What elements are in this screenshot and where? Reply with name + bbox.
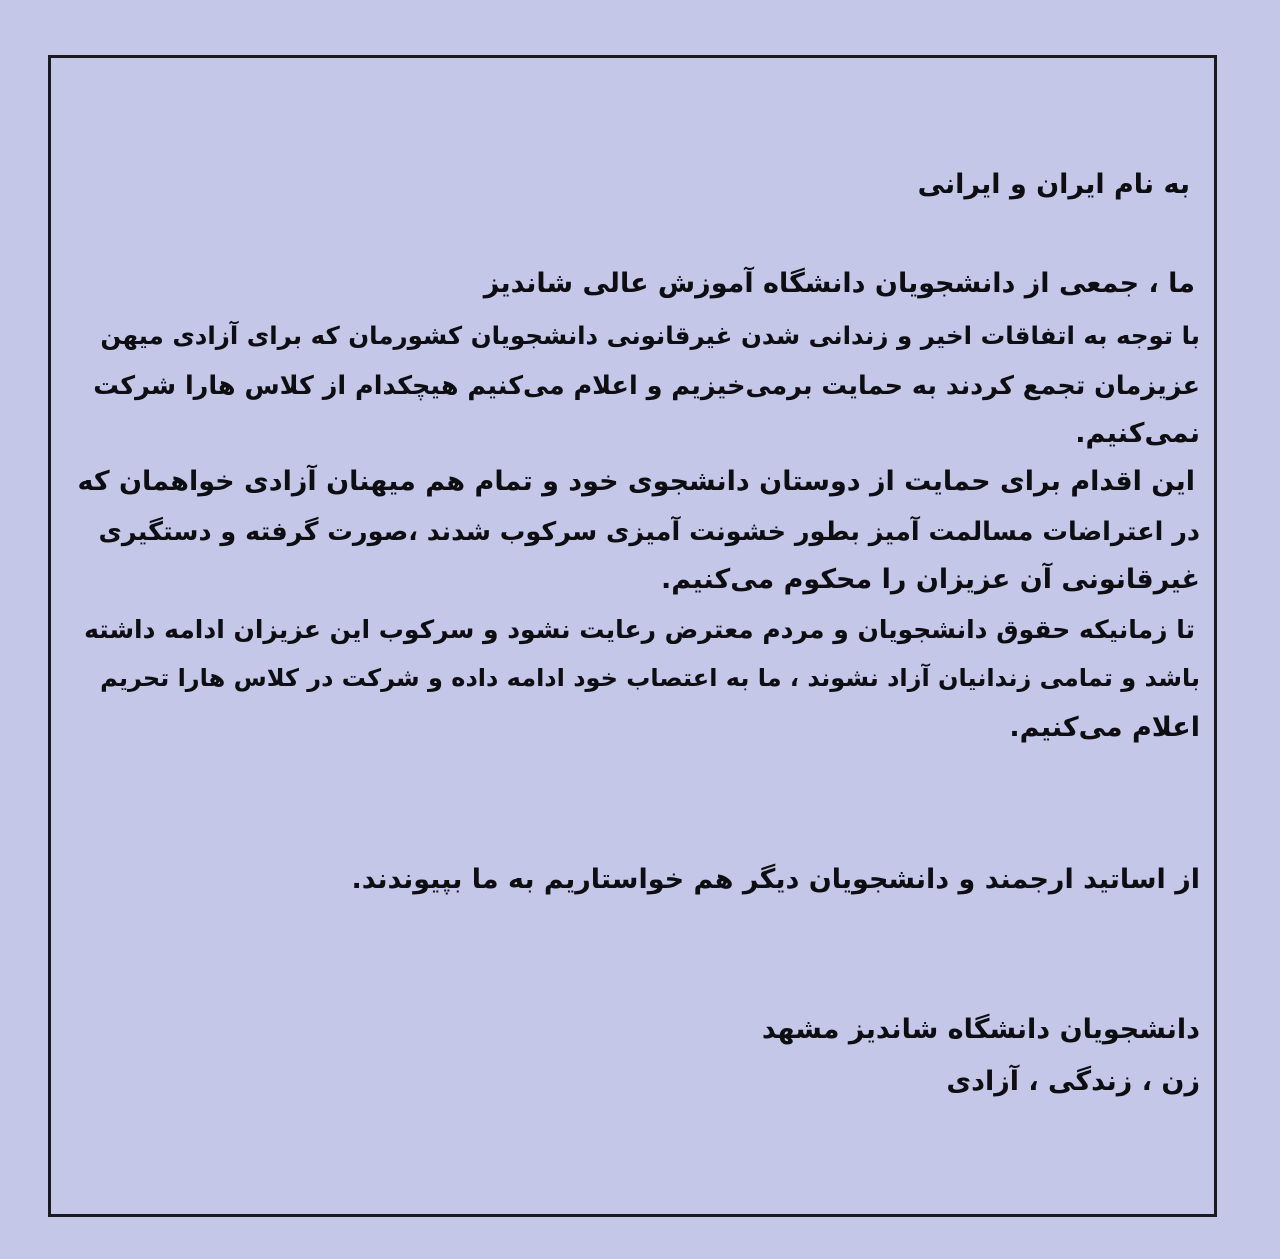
signature-line: دانشجویان دانشگاه شاندیز مشهد (761, 1014, 1200, 1045)
slogan-line: زن ، زندگی ، آزادی (946, 1066, 1200, 1097)
paragraph3-line2: باشد و تمامی زندانیان آزاد نشوند ، ما به اعتصاب خود ادامه داده و شرکت در کلاس هارا تحریم (100, 664, 1200, 692)
paragraph2-line2: در اعتراضات مسالمت آمیز بطور خشونت آمیزی سرکوب شدند ،صورت گرفته و دستگیری (98, 517, 1200, 547)
paragraph1-line4: نمی‌کنیم. (1075, 418, 1200, 449)
paragraph2-line3: غیرقانونی آن عزیزان را محکوم می‌کنیم. (661, 564, 1200, 595)
paragraph1-line2: با توجه به اتفاقات اخیر و زندانی شدن غیرقانونی دانشجویان کشورمان که برای آزادی میهن (100, 321, 1200, 350)
paragraph1-line3: عزیزمان تجمع کردند به حمایت برمی‌خیزیم و اعلام می‌کنیم هیچکدام از کلاس هارا شرکت (93, 371, 1200, 401)
paragraph3-line1: تا زمانیکه حقوق دانشجویان و مردم معترض رعایت نشود و سرکوب این عزیزان ادامه داشته (84, 615, 1195, 644)
invitation-line: از اساتید ارجمند و دانشجویان دیگر هم خواستاریم به ما بپیوندند. (351, 864, 1200, 895)
document-heading: به نام ایران و ایرانی (917, 169, 1190, 200)
paragraph3-line3: اعلام می‌کنیم. (1009, 712, 1200, 743)
paragraph2-line1: این اقدام برای حمایت از دوستان دانشجوی خود و تمام هم میهنان آزادی خواهمان که (77, 466, 1195, 497)
paragraph1-line1: ما ، جمعی از دانشجویان دانشگاه آموزش عالی شاندیز (483, 268, 1195, 299)
